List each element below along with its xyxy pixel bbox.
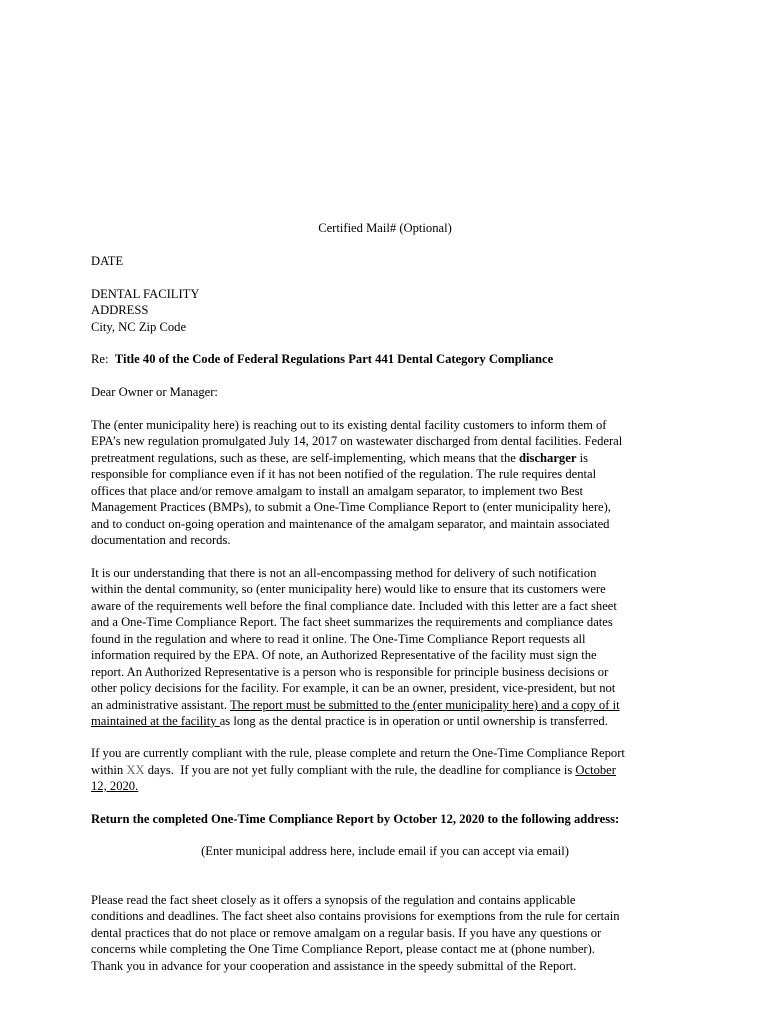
para3-line bbox=[91, 762, 616, 778]
para1-line: EPA’s new regulation promulgated July 14, 2017 on wastewater discharged from dental facilities. Federal bbox=[91, 434, 623, 448]
para2-line bbox=[91, 697, 620, 713]
para4-line: dental practices that do not place or remove amalgam on a regular basis. If you have any questions or bbox=[91, 926, 602, 940]
para1-text: pretreatment regulations, such as these, are self-implementing, which means that the bbox=[91, 451, 520, 465]
address-line-3: City, NC Zip Code bbox=[91, 320, 187, 334]
re-prefix: Re: bbox=[91, 352, 115, 366]
para1-text: is bbox=[576, 451, 588, 465]
para3-text: within bbox=[91, 763, 127, 777]
para1-line: offices that place and/or remove amalgam to install an amalgam separator, to implement two Best bbox=[91, 484, 584, 498]
para2-text: an administrative assistant. bbox=[91, 698, 230, 712]
para2-line: aware of the requirements well before the final compliance date. Included with this letter are a fact sheet bbox=[91, 599, 617, 613]
para1-line: The (enter municipality here) is reaching out to its existing dental facility customers to inform them of bbox=[91, 418, 607, 432]
deadline-date: 12, 2020. bbox=[91, 779, 139, 793]
para2-line: report. An Authorized Representative is a person who is responsible for principle business decisions or bbox=[91, 665, 609, 679]
address-line-2: ADDRESS bbox=[91, 303, 149, 317]
para1-line: responsible for compliance even if it has not been notified of the regulation. The rule requires dental bbox=[91, 467, 597, 481]
para2-line: and a One-Time Compliance Report. The fact sheet summarizes the requirements and compliance dates bbox=[91, 615, 613, 629]
para3-line bbox=[91, 778, 138, 794]
discharger-bold: discharger bbox=[519, 451, 577, 465]
para2-line: found in the regulation and where to read it online. The One-Time Compliance Report requests all bbox=[91, 632, 586, 646]
certified-mail-line: Certified Mail# (Optional) bbox=[318, 221, 452, 235]
re-line bbox=[91, 351, 553, 367]
address-line-1: DENTAL FACILITY bbox=[91, 287, 200, 301]
underlined-requirement: maintained at the facility bbox=[91, 714, 220, 728]
para1-line: documentation and records. bbox=[91, 533, 231, 547]
re-subject: Title 40 of the Code of Federal Regulations Part 441 Dental Category Compliance bbox=[114, 352, 554, 366]
para1-line bbox=[91, 450, 588, 466]
salutation: Dear Owner or Manager: bbox=[91, 385, 218, 399]
para1-line: and to conduct on-going operation and maintenance of the amalgam separator, and maintain associated bbox=[91, 517, 610, 531]
para2-line: within the dental community, so (enter municipality here) would like to ensure that its customers were bbox=[91, 582, 606, 596]
para1-line: Management Practices (BMPs), to submit a One-Time Compliance Report to (enter municipality here), bbox=[91, 500, 611, 514]
underlined-requirement: The report must be submitted to the (enter municipality here) and a copy of it bbox=[229, 698, 620, 712]
para2-line: other policy decisions for the facility. For example, it can be an owner, president, vice-president, but not bbox=[91, 681, 616, 695]
municipal-address: (Enter municipal address here, include email if you can accept via email) bbox=[201, 844, 569, 858]
return-heading: Return the completed One-Time Compliance Report by October 12, 2020 to the following address: bbox=[91, 812, 620, 826]
para4-line: conditions and deadlines. The fact sheet also contains provisions for exemptions from the rule for certain bbox=[91, 909, 620, 923]
para3-line: If you are currently compliant with the rule, please complete and return the One-Time Compliance Report bbox=[91, 746, 625, 760]
para2-line: It is our understanding that there is not an all-encompassing method for delivery of such notification bbox=[91, 566, 597, 580]
days-placeholder: XX bbox=[126, 763, 145, 777]
para2-text: as long as the dental practice is in operation or until ownership is transferred. bbox=[219, 714, 608, 728]
deadline-date: October bbox=[575, 763, 616, 777]
para4-line: concerns while completing the One Time Compliance Report, please contact me at (phone number). bbox=[91, 942, 595, 956]
para2-line bbox=[91, 713, 608, 729]
para2-line: information required by the EPA. Of note, an Authorized Representative of the facility must sign the bbox=[91, 648, 597, 662]
date-line: DATE bbox=[91, 254, 124, 268]
para4-line: Please read the fact sheet closely as it offers a synopsis of the regulation and contains applicable bbox=[91, 893, 576, 907]
para3-text: days. If you are not yet fully compliant with the rule, the deadline for compliance is bbox=[144, 763, 576, 777]
para4-line: Thank you in advance for your cooperation and assistance in the speedy submittal of the Report. bbox=[91, 959, 577, 973]
